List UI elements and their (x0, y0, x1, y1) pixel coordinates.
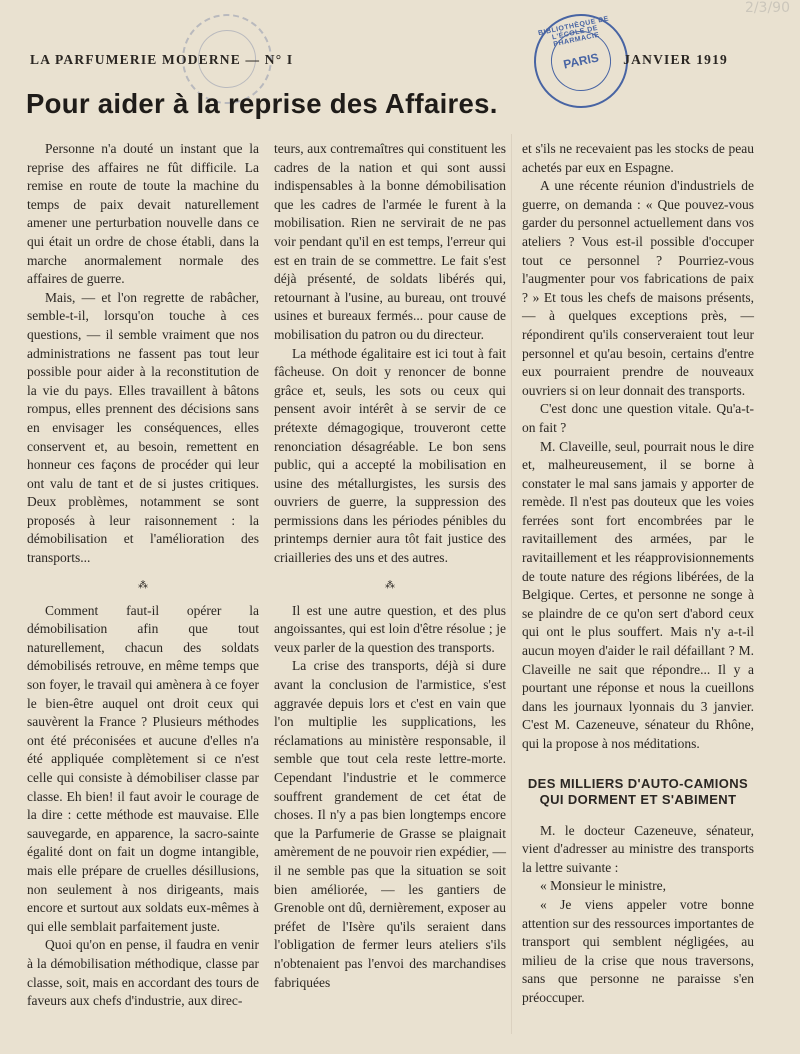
section-heading: DES MILLIERS D'AUTO-CAMIONS QUI DORMENT ET S'ABIMENT (527, 775, 749, 807)
column-1 (27, 140, 259, 1011)
paragraph: M. Claveille, seul, pourrait nous le dire et, malheureusement, il se borne à constater le mal sans jamais y apporter de remède. Il n'est pas douteux que les voies ferrées sont fort encombrées par le ravitaillement des armées, par le ravitaillement et les réapprovisionnements de toute nature des régions libérées, de la Belgique. Certes, et personne ne songe à se plaindre de ce qu'on sert d'abord ceux qui ont le plus souffert. Mais n'y a-t-il aucun moyen d'aider le rail défaillant ? M. Claveille ne sait que répondre... Il y a pourtant une réponse et nous la cueillons dans les journaux lyonnais du 3 janvier. C'est M. Cazeneuve, sénateur du Rhône, qui la propose à nos méditations. (522, 438, 754, 751)
paragraph: Quoi qu'on en pense, il faudra en venir à la démobilisation méthodique, classe par classe, soit, mais en accordant des tours de faveurs aux chefs d'industrie, aux direc- (27, 937, 259, 1009)
paragraph: Comment faut-il opérer la démobilisation afin que tout naturellement, chacun des soldats démobilisés retrouve, en même temps que son foyer, le travail qui amènera à ce foyer le bien-être auquel ont droit ceux qui sauvèrent la France ? Plusieurs méthodes ont été préconisées et aucune d'elles n'a été appliquée complètement si ce n'est celle qui consiste à démobiliser classe par classe. Eh bien! il faut avoir le courage de la dire : cette méthode est mauvaise. Elle sauvegarde, en apparence, la sacro-sainte égalité dont on fait un dogme intangible, mais elle prépare de cruelles désillusions, non seulement à nos dirigeants, mais encore et surtout aux soldats eux-mêmes à qui elle semblait parfaitement juste. (27, 602, 259, 934)
paragraph: Personne n'a douté un instant que la reprise des affaires ne fût difficile. La remise en route de toute la machine du temps de paix devait naturellement amener une perturbation nouvelle dans ce qui était un ordre de chose établi, dans la marche anormalement normale des affaires de guerre. (27, 141, 259, 287)
article-title: Pour aider à la reprise des Affaires. (26, 88, 498, 119)
paragraph: Il est une autre question, et des plus angoissantes, qui est loin d'être résolue ; je veux parler de la question des transports. (274, 602, 506, 655)
paragraph: et s'ils ne recevaient pas les stocks de peau achetés par eux en Espagne. (522, 141, 754, 175)
paragraph: La méthode égalitaire est ici tout à fait fâcheuse. On doit y renoncer de bonne grâce et, seuls, les sots ou ceux qui pensent avoir intérêt à se servir de ce prétexte démagogique, trouveront cette renonciation désagréable. Le bon sens public, qui a accepté la mobilisation en usine des métallurgistes, les sursis des ouvriers de guerre, la suppression des permissions dans les périodes pénibles du printemps dernier aura tôt fait justice des criailleries des uns et des autres. (274, 345, 506, 566)
publication-name: LA PARFUMERIE MODERNE — N° I (30, 52, 294, 67)
paragraph: teurs, aux contremaîtres qui constituent les cadres de la nation et qui sont aussi indispensables à la bonne démobilisation que les cadres de l'armée le furent à la mobilisation. Rien ne servirait de ne pas voir pendant qu'il en est temps, l'erreur qui est en train de se commettre. Le fait s'est déjà présenté, de soldats libérés qui, retournant à l'usine, au bureau, ont trouvé usines et bureaux fermés... pour cause de mobilisation du patron ou du directeur. (274, 141, 506, 342)
column-3 (522, 140, 754, 1008)
stamp-center-text: PARIS (562, 50, 600, 72)
stamp-ring-text: BIBLIOTHÈQUE DE L'ÉCOLE DE PHARMACIE (537, 15, 610, 49)
paragraph: « Monsieur le ministre, (540, 878, 666, 894)
paragraph: La crise des transports, déjà si dure avant la conclusion de l'armistice, s'est aggravée depuis lors et c'est en vain que l'on multiplie les supplications, les réclamations au ministère responsable, il semble que tout cela reste lettre-morte. Cependant l'industrie et le commerce souffrent grandement de cet état de choses. Il n'y a pas bien longtemps encore que la Parfumerie de Grasse se plaignait amèrement de ne pouvoir rien expédier, — il ne semble pas que la situation se soit bien améliorée, — les gantiers de Grenoble ont dû, dernièrement, exposer au préfet de l'Isère qu'ils seraient dans l'obligation de fermer leurs ateliers s'ils n'obtenaient pas l'envoi des marchandises fabriquées (274, 658, 506, 990)
issue-date: JANVIER 1919 (623, 52, 728, 67)
paragraph: A une récente réunion d'industriels de guerre, on demanda : « Que pouvez-vous garder du personnel actuellement dans vos ateliers ? Vous est-il possible d'occuper tout ce personnel ? Pourriez-vous l'augmenter pour vos fabrications de paix ? » Et tous les chefs de maisons présents, — à quelques exceptions près, — répondirent qu'ils conserveraient tout leur personnel et qu'au besoin, certains d'entre eux pourraient prendre de nouveaux ouvriers si on leur donnait des transports. (522, 178, 754, 398)
page-header (30, 52, 770, 72)
pencil-annotation: 2/3/90 (744, 0, 790, 16)
column-2 (274, 140, 506, 992)
paragraph: C'est donc une question vitale. Qu'a-t-on fait ? (522, 401, 754, 435)
paper-crease (511, 134, 512, 1034)
paragraph: Mais, — et l'on regrette de rabâcher, semble-t-il, lorsqu'on touche à ces questions, — il semble vraiment que nos administrations ne fassent pas tout leur possible pour aider à la reconstitution de la vie du pays. Elles travaillent à bâtons rompus, elles prennent des décisions sans en envisager les conséquences, elles conservent et, au besoin, remettent en honneur ces façons de procéder qui leur ont valu de tant et de si justes critiques. Deux problèmes, notamment se sont proposés à leur raisonnement : la démobilisation et l'amélioration des transports... (27, 289, 259, 566)
section-separator: ⁂ (138, 579, 148, 591)
section-separator: ⁂ (385, 579, 395, 591)
paragraph: « Je viens appeler votre bonne attention sur des ressources importantes de transport qui semblent négligées, au milieu de la crise que nous traversons, sans que personne ne paraisse s'en préoccuper. (522, 896, 754, 1005)
paragraph: M. le docteur Cazeneuve, sénateur, vient d'adresser au ministre des transports la lettre suivante : (522, 822, 754, 875)
